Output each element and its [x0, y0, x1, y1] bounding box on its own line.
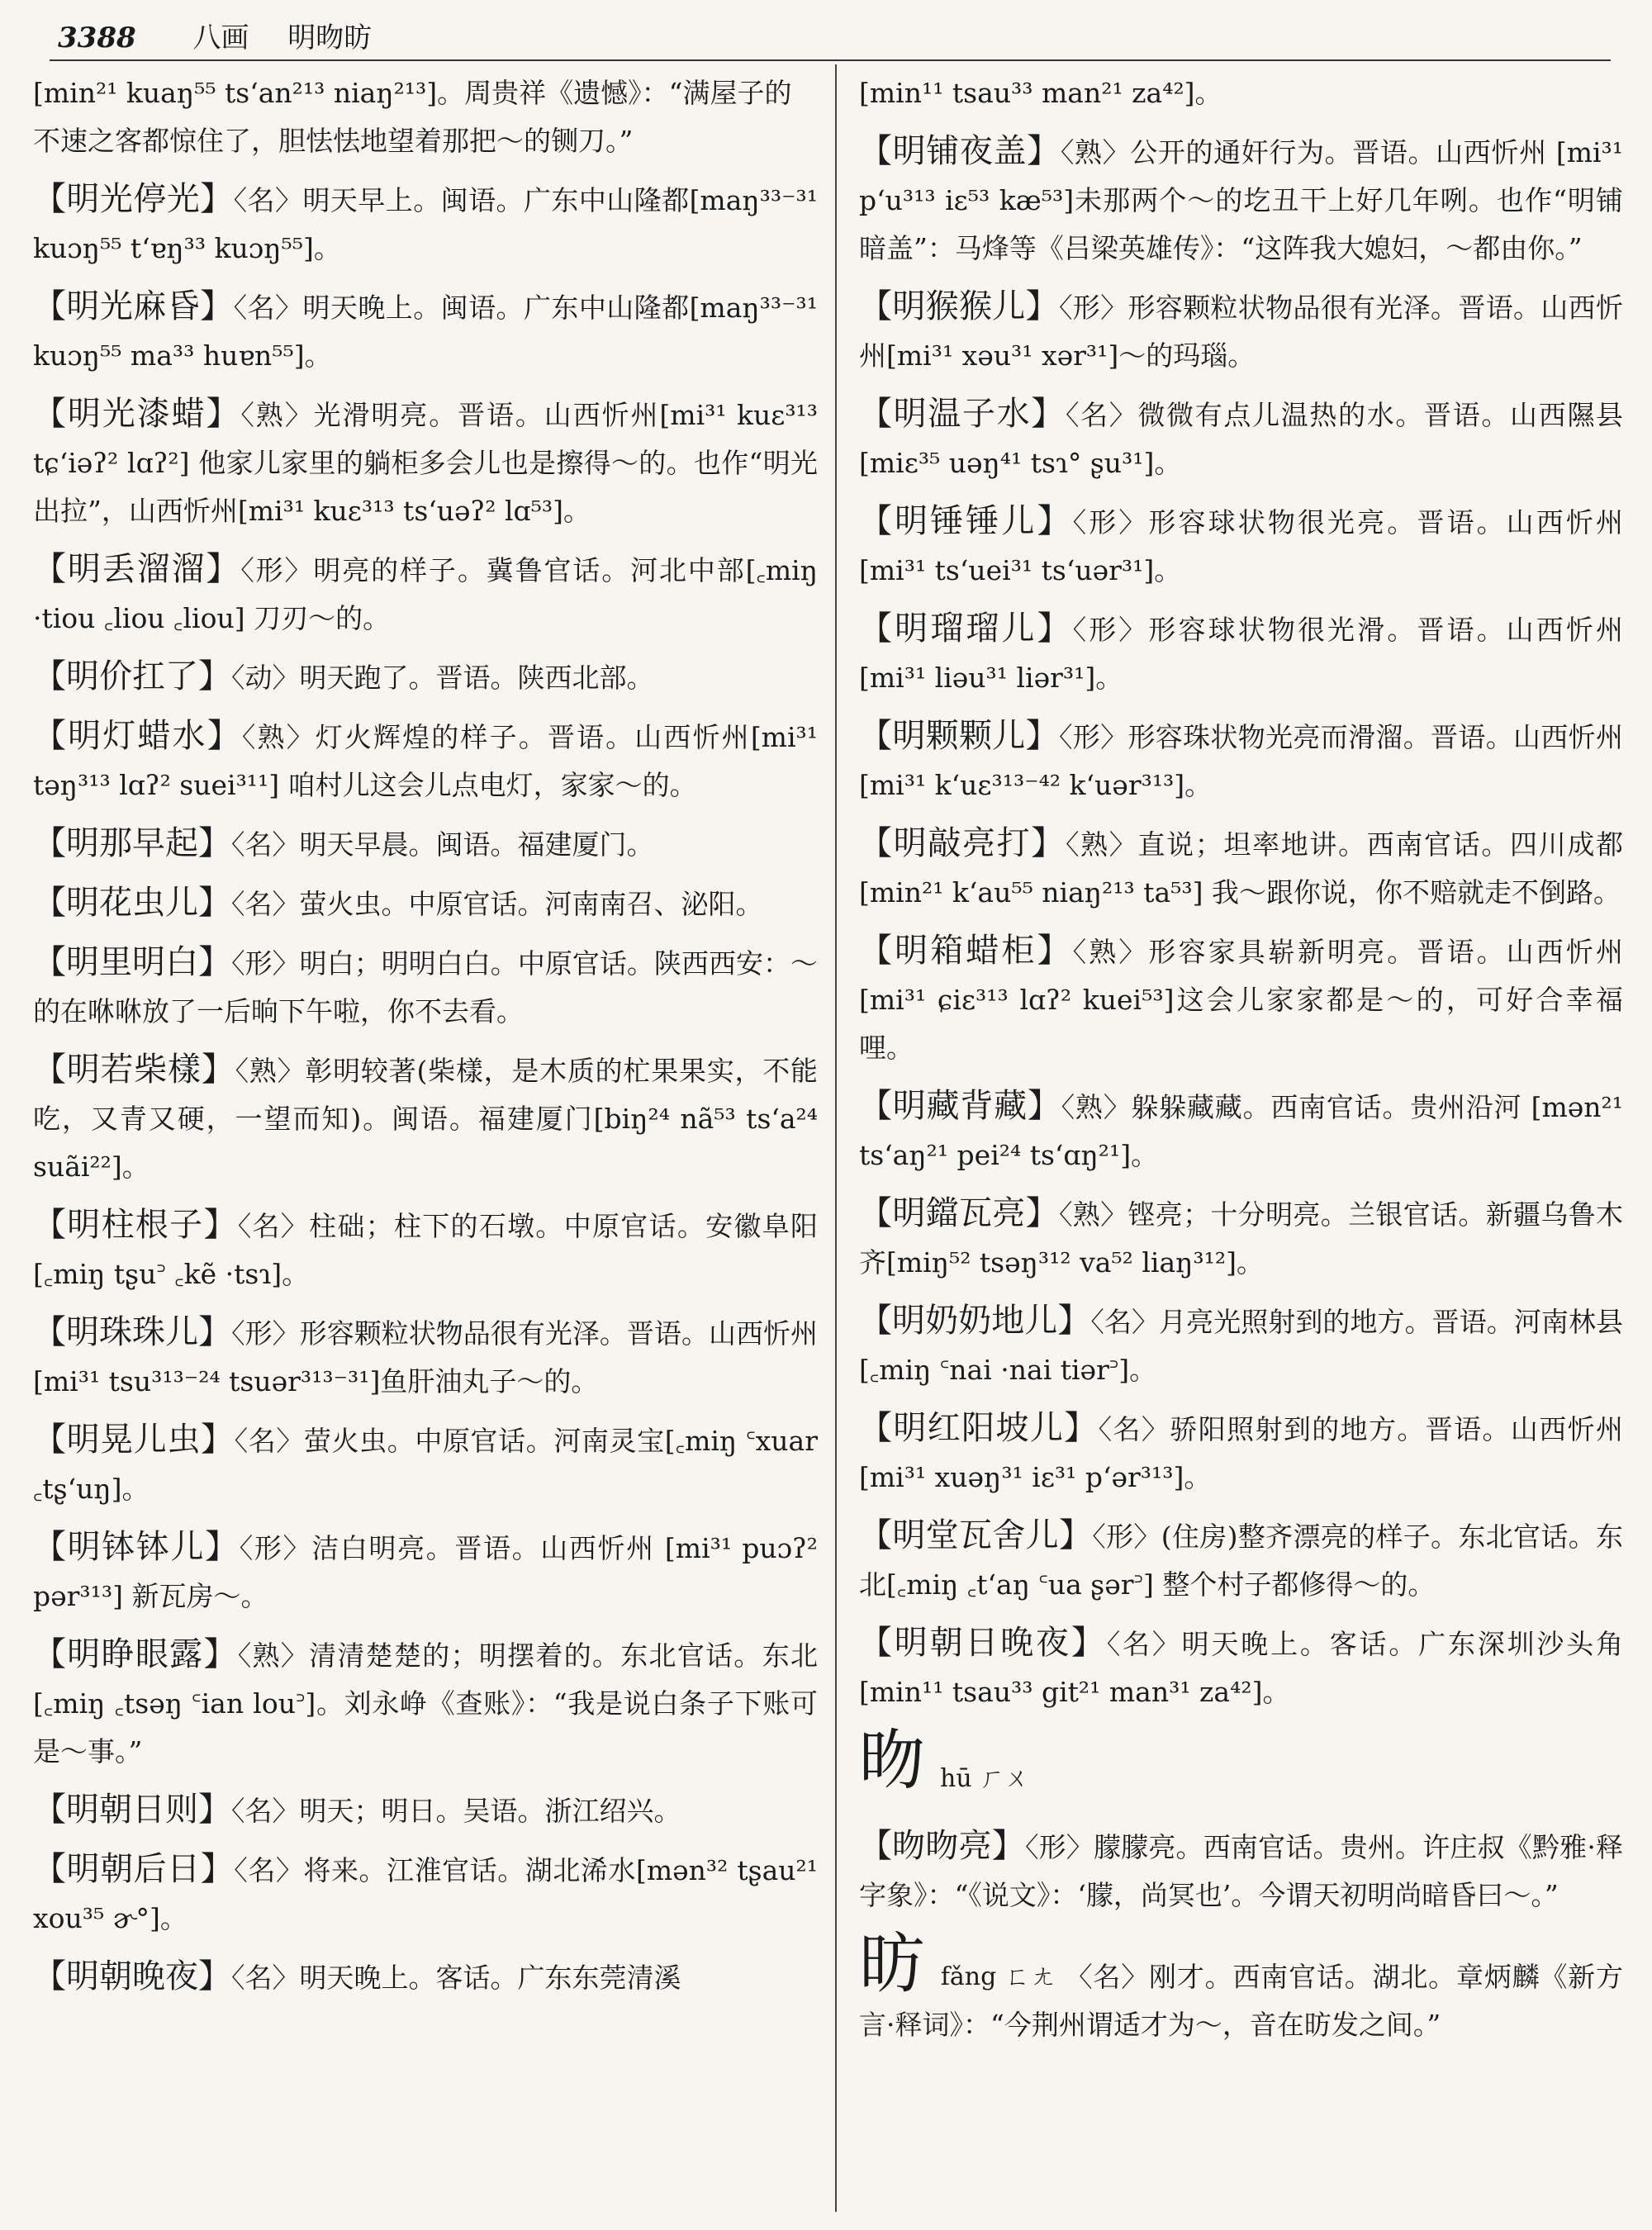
header-rule — [50, 59, 1611, 61]
entry-headword: 【昒昒亮】 — [859, 1827, 1025, 1865]
character-entry-fang — [859, 1925, 1623, 2049]
entry-headword: 【明锤锤儿】 — [859, 502, 1073, 540]
entry — [859, 127, 1623, 273]
entry — [859, 712, 1623, 809]
entry-body: 〈熟〉直说；坦率地讲。西南官话。四川成都 [min²¹ kʻau⁵⁵ niaŋ²¹³ ta⁵³] 我～跟你说，你不赔就走不倒路。 — [859, 828, 1624, 909]
entry-body: 〈名〉月亮光照射到的地方。晋语。河南林县[꜀miŋ ꜂nai ·nai tiər꜄]。 — [859, 1306, 1624, 1386]
entry-body: 〈名〉微微有点儿温热的水。晋语。山西隰县 [miɛ³⁵ uəŋ⁴¹ tsɿ° ʂu³¹]。 — [859, 399, 1624, 479]
entry — [859, 282, 1623, 380]
entry — [859, 1619, 1623, 1716]
entry-body: 〈名〉刚才。西南官话。湖北。章炳麟《新方言·释词》：“今荆州谓适才为～，音在昉发之间。” — [859, 1961, 1623, 2041]
entry-headword: 【明晃儿虫】 — [33, 1421, 235, 1459]
entry-headword: 【明藏背藏】 — [859, 1087, 1061, 1125]
entry — [33, 1952, 818, 2002]
entry-headword: 【明朝晚夜】 — [33, 1957, 231, 1995]
entry-headword: 【明睁眼露】 — [33, 1635, 238, 1673]
entry-body: 〈熟〉铿亮；十分明亮。兰银官话。新疆乌鲁木齐[miŋ⁵² tsəŋ³¹² va⁵² liaŋ³¹²]。 — [859, 1198, 1624, 1279]
entry-body: 〈形〉形容球状物很光滑。晋语。山西忻州[mi³¹ liəu³¹ liər³¹]。 — [859, 614, 1624, 694]
entry-headword: 【明光麻昏】 — [33, 287, 234, 325]
entry — [859, 1822, 1623, 1919]
entry-body: 〈形〉洁白明亮。晋语。山西忻州 [mi³¹ puɔʔ² pər³¹³] 新瓦房～。 — [33, 1532, 818, 1612]
entry-headword: 【明丢溜溜】 — [33, 550, 241, 588]
entry-body: [min²¹ kuaŋ⁵⁵ tsʻan²¹³ niaŋ²¹³]。周贵祥《遗憾》：“满屋子的不速之客都惊住了，胆怯怯地望着那把～的铡刀。” — [33, 77, 792, 157]
entry-body: 〈熟〉躲躲藏藏。西南官话。贵州沿河 [mən²¹ tsʻaŋ²¹ pei²⁴ tsʻɑŋ²¹]。 — [859, 1091, 1623, 1171]
entry — [859, 605, 1623, 702]
entry-headword: 【明堂瓦舍儿】 — [859, 1516, 1093, 1554]
entry — [859, 819, 1623, 917]
entry-body: 〈名〉骄阳照射到的地方。晋语。山西忻州 [mi³¹ xuəŋ³¹ iɛ³¹ pʻər³¹³]。 — [859, 1413, 1624, 1493]
entry — [33, 282, 818, 380]
entry — [859, 1082, 1623, 1179]
entry — [33, 1201, 818, 1298]
entry-body: 〈名〉明天晚上。客话。广东深圳沙头角 [min¹¹ tsau³³ git²¹ man³¹ za⁴²]。 — [859, 1628, 1623, 1708]
page-number: 3388 — [58, 21, 136, 55]
entry-headword: 【明猴猴儿】 — [859, 287, 1059, 325]
entry-body: 〈形〉形容颗粒状物品很有光泽。晋语。山西忻州[mi³¹ xəu³¹ xər³¹]～的玛瑙。 — [859, 292, 1624, 372]
entry-headword: 【明温子水】 — [859, 395, 1066, 433]
entry-headword: 【明那早起】 — [33, 824, 231, 862]
entry-headword: 【明鐺瓦亮】 — [859, 1194, 1059, 1232]
entry-headword: 【明里明白】 — [33, 943, 232, 981]
entry-headword: 【明光停光】 — [33, 180, 234, 218]
entry-body: 〈动〉明天跑了。晋语。陕西北部。 — [231, 662, 654, 694]
entry-body: 〈熟〉公开的通奸行为。晋语。山西忻州 [mi³¹ pʻu³¹³ iɛ⁵³ kæ⁵³]未那两个～的圪丑干上好几年咧。也作“明铺暗盖”：马烽等《吕梁英雄传》：“这阵我大媳妇，～都由你。” — [859, 136, 1624, 264]
entry-headword: 【明柱根子】 — [33, 1206, 238, 1244]
page-header — [58, 18, 1611, 58]
entry-body: 〈形〉明白；明明白白。中原官话。陕西西安：～的在咻咻放了一后晌下午啦，你不去看。 — [33, 947, 819, 1027]
entry-body: 〈形〉形容颗粒状物品很有光泽。晋语。山西忻州[mi³¹ tsu³¹³⁻²⁴ tsuər³¹³⁻³¹]鱼肝油丸子～的。 — [33, 1317, 819, 1397]
entry-body: 〈名〉柱础；柱下的石墩。中原官话。安徽阜阳[꜀miŋ tʂu꜄ ꜀kẽ ·tsɿ]。 — [33, 1210, 819, 1290]
entry — [33, 712, 818, 809]
entry-headword: 【明奶奶地儿】 — [859, 1302, 1091, 1340]
head-character: 昒 — [859, 1722, 925, 1799]
entry — [859, 1297, 1623, 1394]
entry-body: [min¹¹ tsau³³ man²¹ za⁴²]。 — [859, 77, 1222, 109]
head-character-pinyin: fǎng ㄈㄤ — [940, 1962, 1056, 1991]
entry-body: 〈名〉明天晚上。客话。广东东莞清溪 — [231, 1962, 681, 1994]
entry-body: 〈名〉将来。江淮官话。湖北浠水[mən³² tʂau²¹ xou³⁵ ɚ°]。 — [33, 1854, 818, 1934]
entry-body: 〈熟〉清清楚楚的；明摆着的。东北官话。东北 [꜀miŋ ꜀tsəŋ ꜂ian lou꜄]。刘永峥《查账》：“我是说白条子下账可是～事。” — [33, 1639, 819, 1767]
entry-headword: 【明花虫儿】 — [33, 884, 231, 922]
entry-continuation — [33, 69, 818, 165]
entry-body: 〈名〉明天早晨。闽语。福建厦门。 — [231, 828, 654, 861]
entry-headword: 【明灯蜡水】 — [33, 717, 242, 755]
entry — [859, 1511, 1623, 1609]
right-column — [859, 69, 1623, 2059]
entry-body: 〈名〉萤火虫。中原官话。河南灵宝[꜀miŋ ꜂xuar ꜀tʂʻuŋ]。 — [33, 1425, 818, 1505]
entry-continuation — [859, 69, 1623, 117]
entry-body: 〈形〉(住房)整齐漂亮的样子。东北官话。东北[꜀miŋ ꜀tʻaŋ ꜂ua ʂər꜄] 整个村子都修得～的。 — [859, 1521, 1624, 1601]
entry-headword: 【明红阳坡儿】 — [859, 1409, 1099, 1447]
entry — [33, 1786, 818, 1835]
entry — [33, 879, 818, 928]
entry-headword: 【明价扛了】 — [33, 657, 231, 695]
entry — [33, 1416, 818, 1513]
entry-headword: 【明朝日晚夜】 — [859, 1624, 1107, 1662]
entry-body: 〈熟〉灯火辉煌的样子。晋语。山西忻州[mi³¹ təŋ³¹³ lɑʔ² suei³¹¹] 咱村儿这会儿点电灯，家家～的。 — [33, 721, 818, 801]
entry — [33, 1845, 818, 1943]
entry — [859, 1189, 1623, 1287]
entry-headword: 【明朝后日】 — [33, 1850, 235, 1888]
entry-body: 〈熟〉光滑明亮。晋语。山西忻州[mi³¹ kuɛ³¹³ tɕʻiəʔ² lɑʔ²] 他家儿家里的躺柜多会儿也是擦得～的。也作“明光出拉”，山西忻州[mi³¹ kuɛ³¹³ tsʻuəʔ² lɑ⁵³]。 — [33, 399, 819, 527]
entry-body: 〈名〉明天晚上。闽语。广东中山隆都[maŋ³³⁻³¹ kuɔŋ⁵⁵ ma³³ huɐn⁵⁵]。 — [33, 292, 818, 372]
entry — [33, 938, 818, 1036]
entry — [33, 819, 818, 869]
character-heading-hu — [859, 1722, 1623, 1814]
entry-headword: 【明光漆蜡】 — [33, 395, 241, 433]
entry-headword: 【明钵钵儿】 — [33, 1528, 240, 1566]
entry-headword: 【明瑠瑠儿】 — [859, 610, 1073, 648]
entry-body: 〈形〉形容球状物很光亮。晋语。山西忻州[mi³¹ tsʻuei³¹ tsʻuər³¹]。 — [859, 506, 1624, 586]
entry-headword: 【明朝日则】 — [33, 1791, 231, 1829]
entry-body: 〈名〉明天；明日。吴语。浙江绍兴。 — [231, 1795, 681, 1827]
entry-headword: 【明铺夜盖】 — [859, 132, 1061, 170]
entry-headword: 【明若柴樣】 — [33, 1051, 235, 1089]
entry-body: 〈形〉朦朦亮。西南官话。贵州。许庄叔《黔雅·释字象》：“《说文》：‘朦，尚冥也’。今谓天初明尚暗昏曰～。” — [859, 1831, 1624, 1911]
entry — [33, 1630, 818, 1776]
entry-headword: 【明箱蜡柜】 — [859, 932, 1073, 970]
head-character-pinyin: hū ㄏㄨ — [940, 1764, 1030, 1793]
entry — [859, 1404, 1623, 1502]
left-column — [33, 69, 818, 2012]
guide-words: 明昒昉 — [287, 21, 373, 55]
entry — [33, 390, 818, 535]
head-character: 昉 — [859, 1925, 926, 2002]
entry — [859, 497, 1623, 595]
entry-body: 〈熟〉形容家具崭新明亮。晋语。山西忻州[mi³¹ ɕiɛ³¹³ lɑʔ² kuei⁵³]这会儿家家都是～的，可好合幸福哩。 — [859, 936, 1624, 1064]
entry — [33, 1308, 818, 1406]
entry-body: 〈名〉萤火虫。中原官话。河南南召、泌阳。 — [231, 888, 763, 920]
section-label: 八画 — [192, 21, 249, 55]
entry-body: 〈形〉明亮的样子。冀鲁官话。河北中部[꜀miŋ ·tiou ꜀liou ꜀liou] 刀刃～的。 — [33, 554, 818, 634]
entry — [33, 545, 818, 643]
entry-body: 〈熟〉彰明较著(柴樣，是木质的杧果果实，不能吃，又青又硬，一望而知)。闽语。福建厦门[biŋ²⁴ nã⁵³ tsʻa²⁴ suãi²²]。 — [33, 1055, 819, 1183]
entry-body: 〈形〉形容珠状物光亮而滑溜。晋语。山西忻州 [mi³¹ kʻuɛ³¹³⁻⁴² kʻuər³¹³]。 — [859, 721, 1624, 801]
entry — [33, 175, 818, 273]
entry — [33, 1046, 818, 1191]
entry-headword: 【明颗颗儿】 — [859, 717, 1059, 755]
entry-headword: 【明珠珠儿】 — [33, 1313, 232, 1351]
entry — [859, 927, 1623, 1072]
entry-body: 〈名〉明天早上。闽语。广东中山隆都[maŋ³³⁻³¹ kuɔŋ⁵⁵ tʻɐŋ³³ kuɔŋ⁵⁵]。 — [33, 184, 818, 264]
entry — [859, 390, 1623, 487]
entry — [33, 1523, 818, 1620]
column-divider — [835, 64, 837, 2212]
entry — [33, 652, 818, 702]
entry-headword: 【明敲亮打】 — [859, 824, 1066, 862]
